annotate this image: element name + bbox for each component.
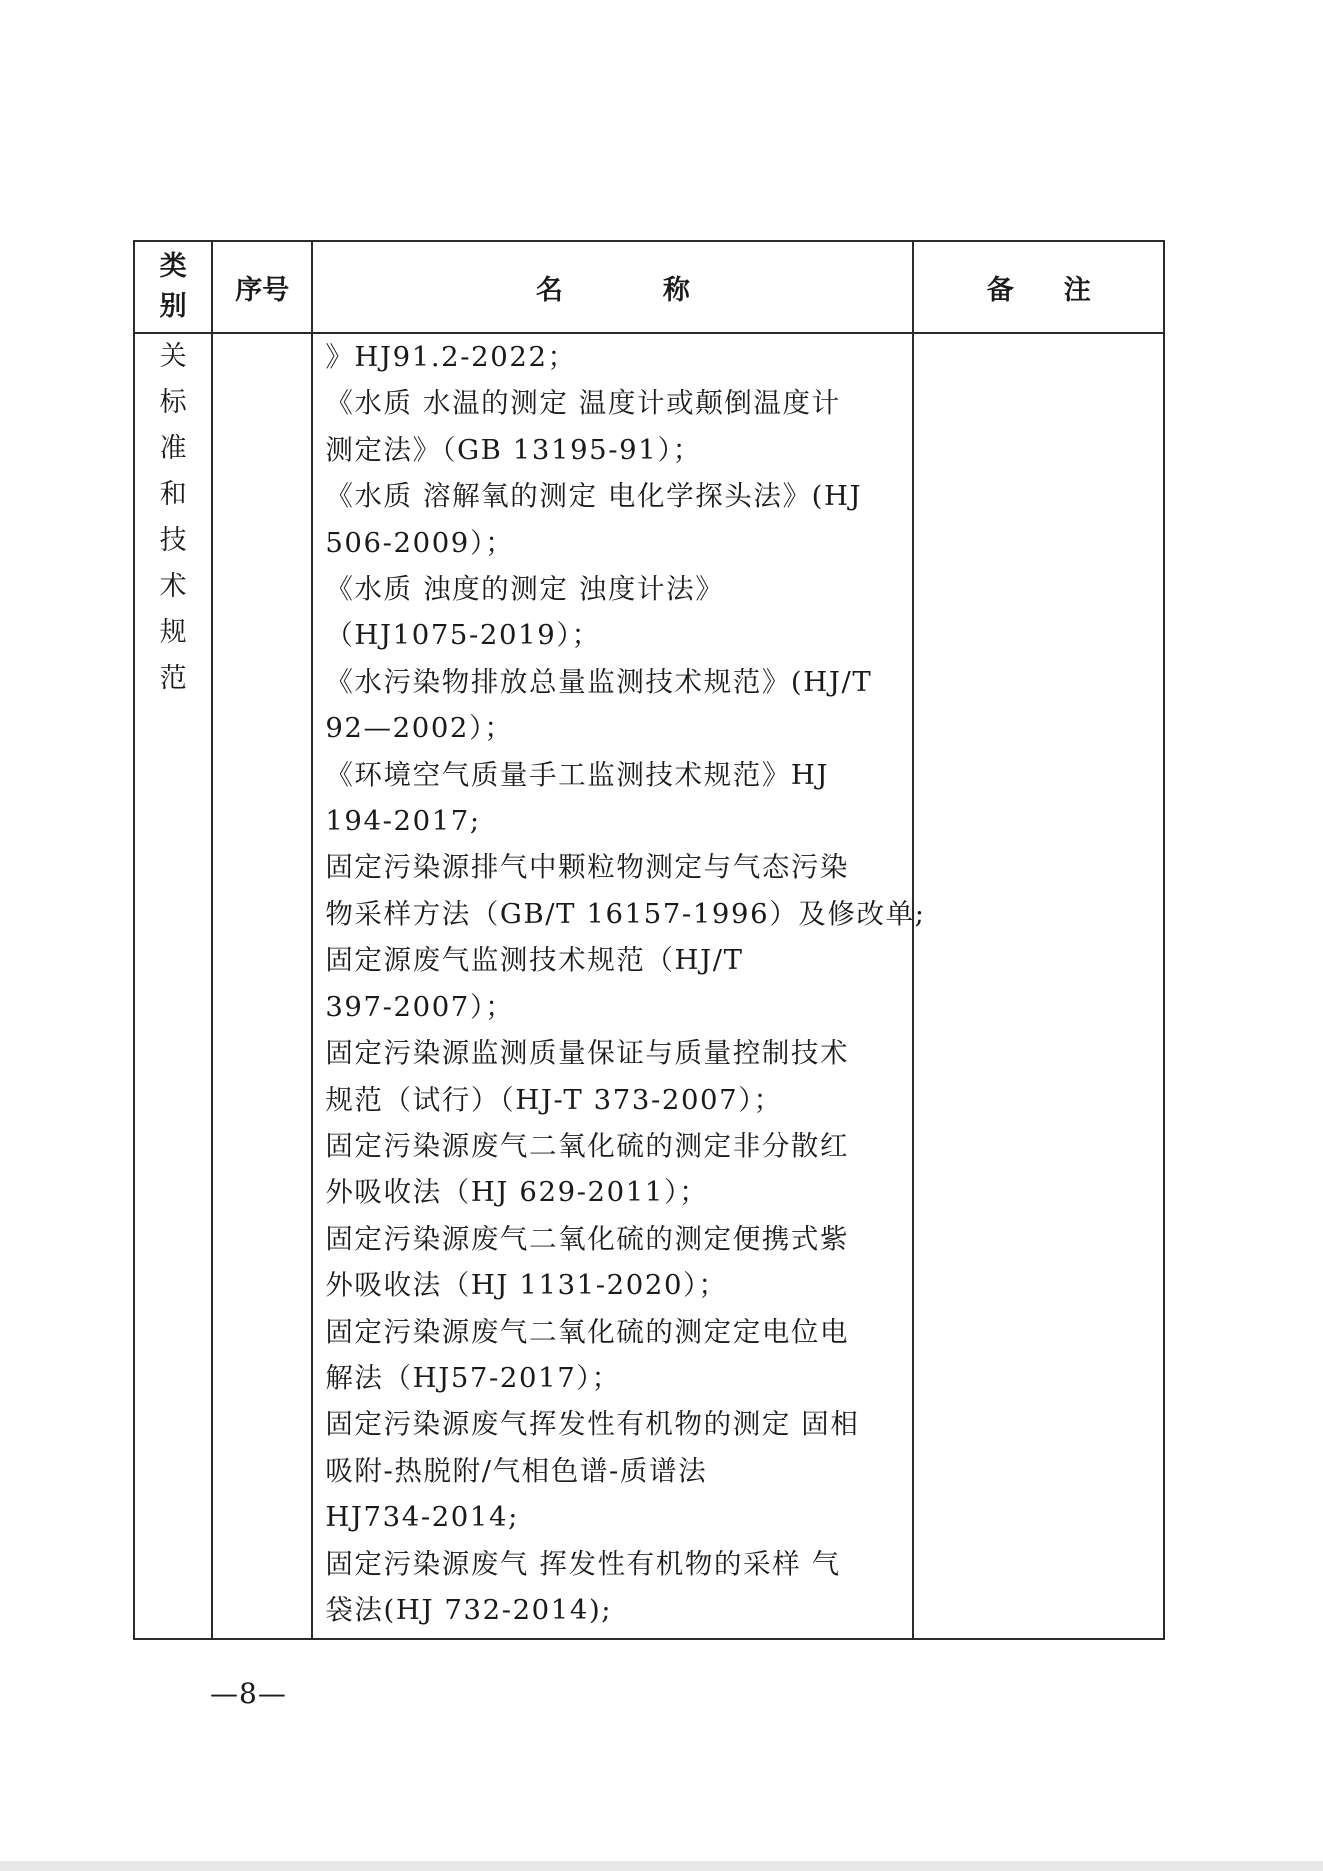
standard-line: 固定污染源废气二氧化硫的测定定电位电: [325, 1315, 850, 1348]
standard-line: 194-2017;: [325, 805, 481, 838]
header-name: [312, 241, 913, 333]
standard-line: 规范（试行）（HJ-T 373-2007）；: [325, 1083, 783, 1116]
standard-line: 506-2009）；: [325, 526, 515, 559]
standard-line: 《水质 浊度的测定 浊度计法》: [325, 573, 725, 606]
standard-line: 外吸收法（HJ 1131-2020）；: [325, 1269, 728, 1302]
standard-line: 397-2007）；: [325, 990, 515, 1023]
standard-line: 《水质 水温的测定 温度计或颠倒温度计: [325, 387, 841, 420]
standard-line: HJ734-2014;: [325, 1501, 519, 1534]
standard-line: 固定污染源废气挥发性有机物的测定 固相: [325, 1408, 860, 1441]
standard-line: 《水污染物排放总量监测技术规范》(HJ/T: [325, 665, 873, 698]
header-name-char: 称: [662, 274, 690, 306]
standard-line: 固定污染源废气二氧化硫的测定非分散红: [325, 1129, 850, 1162]
table-header-row: [134, 241, 1164, 333]
standard-line: 固定污染源排气中颗粒物测定与气态污染: [325, 851, 850, 884]
standard-line: 92—2002）；: [325, 712, 514, 745]
standard-line: 固定源废气监测技术规范（HJ/T: [325, 944, 744, 977]
header-remark-char: 备: [986, 274, 1014, 306]
standard-line: 》HJ91.2-2022；: [325, 341, 577, 373]
standard-line: 固定污染源废气 挥发性有机物的采样 气: [325, 1547, 841, 1580]
name-cell: [312, 333, 926, 1639]
category-cell: [134, 333, 212, 1639]
category-char: 术: [159, 571, 187, 602]
category-char: 规: [159, 617, 187, 648]
header-category: [134, 241, 212, 333]
standard-line: （HJ1075-2019）；: [325, 619, 601, 652]
category-char: 范: [159, 663, 187, 694]
table-row: [134, 333, 1164, 1639]
category-char: 准: [159, 433, 187, 464]
standards-table: [133, 240, 1165, 1640]
header-sequence: 序号: [212, 241, 312, 333]
scan-edge: [0, 1861, 1323, 1871]
header-remark: [913, 241, 1164, 333]
remark-cell: [913, 333, 1164, 1639]
standard-line: 测定法》（GB 13195-91）；: [325, 433, 702, 466]
header-name-char: 名: [535, 274, 563, 306]
standard-line: 固定污染源废气二氧化硫的测定便携式紫: [325, 1222, 850, 1255]
header-remark-char: 注: [1063, 274, 1091, 306]
category-char: 关: [159, 341, 187, 372]
category-char: 技: [159, 525, 187, 556]
category-char: 和: [159, 479, 187, 510]
standard-line: 外吸收法（HJ 629-2011）；: [325, 1176, 709, 1209]
standard-line: 袋法(HJ 732-2014);: [325, 1593, 613, 1626]
header-category-char: 别: [159, 291, 187, 322]
standard-line: 《环境空气质量手工监测技术规范》HJ: [325, 758, 830, 791]
standard-line: 吸附-热脱附/气相色谱-质谱法: [325, 1454, 708, 1487]
category-char: 标: [159, 387, 187, 418]
standard-line: 物采样方法（GB/T 16157-1996）及修改单;: [325, 897, 926, 930]
standard-line: 固定污染源监测质量保证与质量控制技术: [325, 1037, 850, 1070]
sequence-cell: [212, 333, 312, 1639]
standard-line: 《水质 溶解氧的测定 电化学探头法》(HJ: [325, 480, 863, 513]
standard-line: 解法（HJ57-2017）；: [325, 1361, 621, 1394]
page-number: —8—: [210, 1677, 287, 1710]
header-category-char: 类: [159, 251, 187, 282]
